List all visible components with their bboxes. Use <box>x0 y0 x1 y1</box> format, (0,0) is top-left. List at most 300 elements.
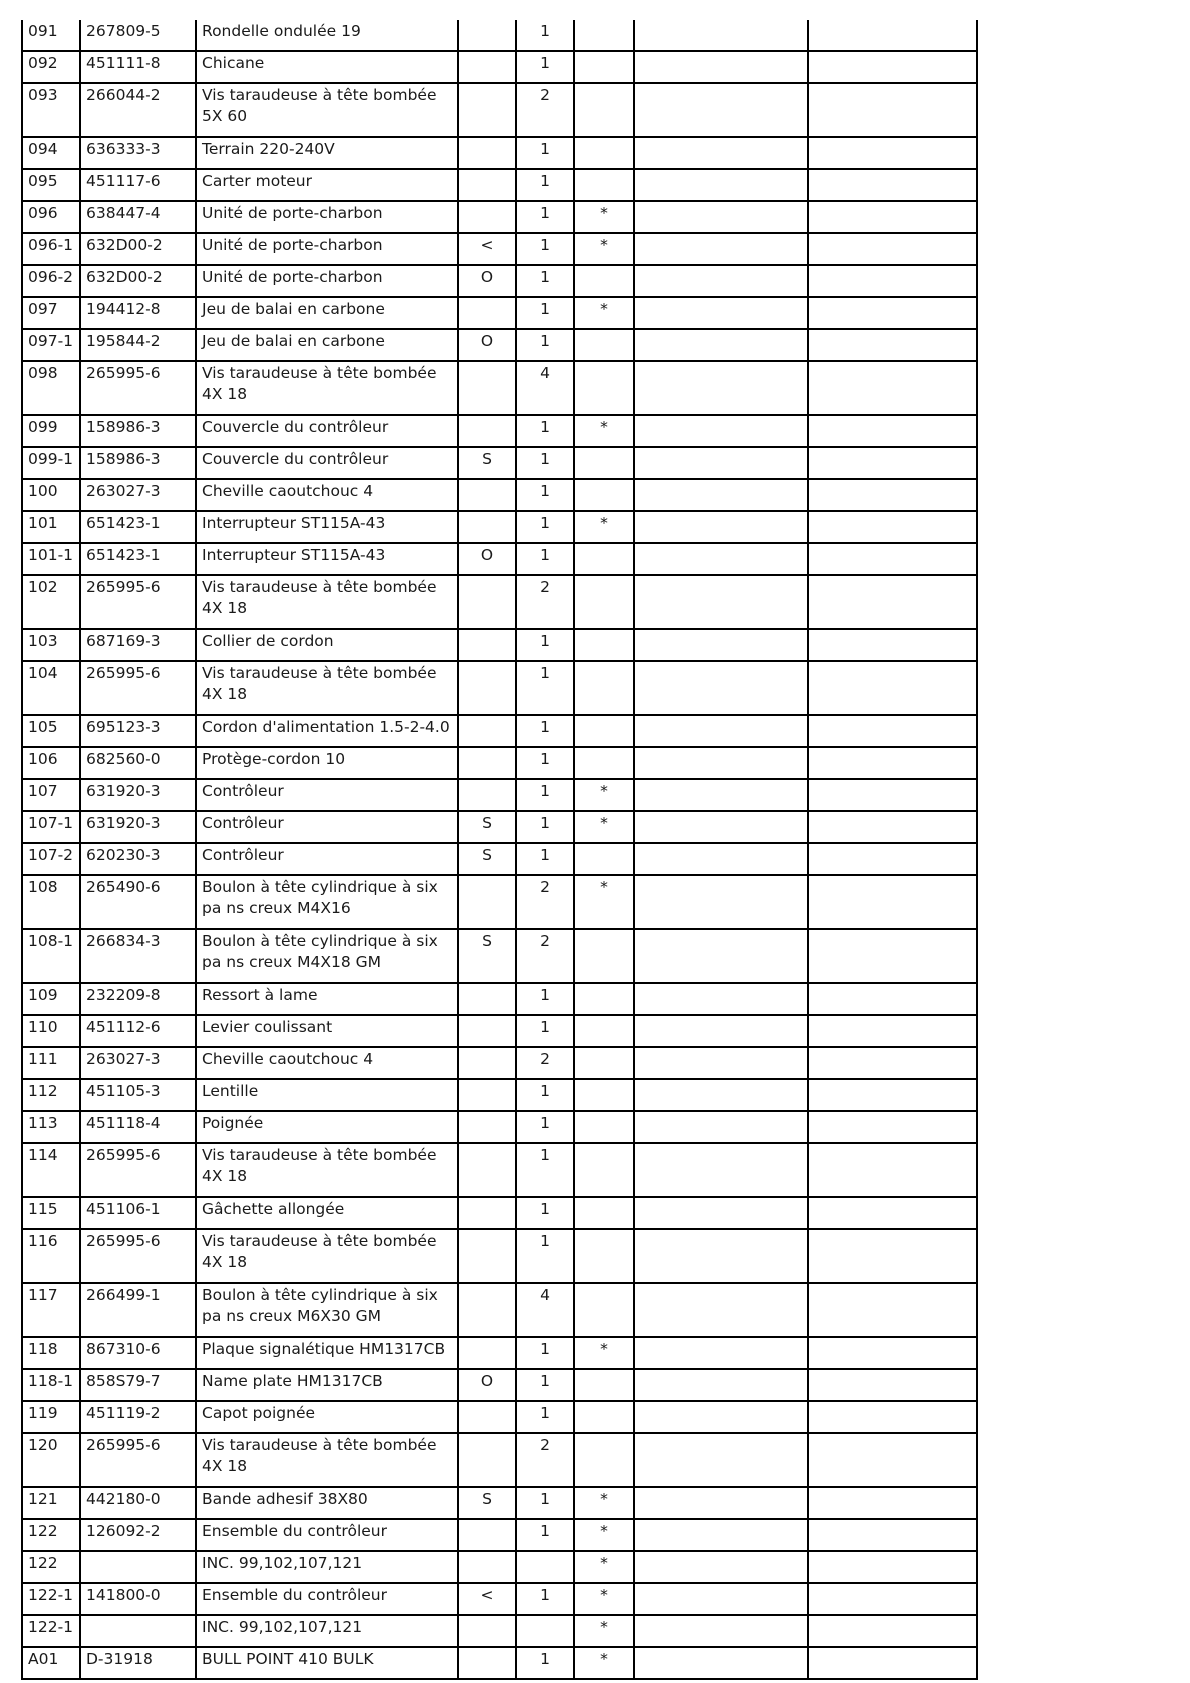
code-cell <box>458 83 516 137</box>
table-row <box>22 1583 977 1615</box>
quantity-cell: 2 <box>516 575 574 629</box>
table-row <box>22 629 977 661</box>
quantity-cell: 1 <box>516 661 574 715</box>
empty-cell <box>634 575 808 629</box>
table-row <box>22 983 977 1015</box>
part-number-cell: 636333-3 <box>80 137 196 169</box>
item-number-cell: 119 <box>22 1401 80 1433</box>
item-number-cell: 094 <box>22 137 80 169</box>
part-number-cell: 451117-6 <box>80 169 196 201</box>
item-number-cell: 112 <box>22 1079 80 1111</box>
item-number-cell: 095 <box>22 169 80 201</box>
empty-cell <box>808 201 977 233</box>
item-number-cell: 121 <box>22 1487 80 1519</box>
table-row <box>22 811 977 843</box>
code-cell <box>458 20 516 51</box>
item-number-cell: 107 <box>22 779 80 811</box>
description-cell: Cordon d'alimentation 1.5-2-4.0 <box>196 715 458 747</box>
description-cell: Bande adhesif 38X80 <box>196 1487 458 1519</box>
quantity-cell: 1 <box>516 233 574 265</box>
code-cell <box>458 297 516 329</box>
description-cell: BULL POINT 410 BULK <box>196 1647 458 1679</box>
quantity-cell: 1 <box>516 1337 574 1369</box>
empty-cell <box>634 1283 808 1337</box>
part-number-cell: 451111-8 <box>80 51 196 83</box>
note-cell: * <box>574 415 634 447</box>
empty-cell <box>634 1337 808 1369</box>
description-cell: Vis taraudeuse à tête bombée 4X 18 <box>196 361 458 415</box>
quantity-cell: 1 <box>516 1369 574 1401</box>
table-row <box>22 1283 977 1337</box>
note-cell <box>574 1369 634 1401</box>
table-row <box>22 479 977 511</box>
description-cell: Ensemble du contrôleur <box>196 1583 458 1615</box>
item-number-cell: 091 <box>22 20 80 51</box>
empty-cell <box>808 1433 977 1487</box>
item-number-cell: 101-1 <box>22 543 80 575</box>
description-cell: Plaque signalétique HM1317CB <box>196 1337 458 1369</box>
code-cell <box>458 1519 516 1551</box>
table-row <box>22 875 977 929</box>
description-cell: INC. 99,102,107,121 <box>196 1551 458 1583</box>
item-number-cell: 103 <box>22 629 80 661</box>
code-cell: S <box>458 811 516 843</box>
table-row <box>22 83 977 137</box>
note-cell <box>574 265 634 297</box>
description-cell: Vis taraudeuse à tête bombée 4X 18 <box>196 575 458 629</box>
empty-cell <box>808 415 977 447</box>
table-row <box>22 661 977 715</box>
note-cell <box>574 983 634 1015</box>
part-number-cell: 451105-3 <box>80 1079 196 1111</box>
note-cell <box>574 1229 634 1283</box>
table-row <box>22 137 977 169</box>
code-cell <box>458 1047 516 1079</box>
empty-cell <box>808 1015 977 1047</box>
note-cell <box>574 629 634 661</box>
empty-cell <box>634 1433 808 1487</box>
note-cell <box>574 1079 634 1111</box>
empty-cell <box>808 875 977 929</box>
empty-cell <box>808 511 977 543</box>
part-number-cell: 631920-3 <box>80 811 196 843</box>
note-cell <box>574 51 634 83</box>
description-cell: Contrôleur <box>196 811 458 843</box>
code-cell <box>458 361 516 415</box>
quantity-cell: 1 <box>516 137 574 169</box>
quantity-cell: 1 <box>516 747 574 779</box>
item-number-cell: 120 <box>22 1433 80 1487</box>
quantity-cell: 1 <box>516 1583 574 1615</box>
empty-cell <box>808 1229 977 1283</box>
code-cell <box>458 511 516 543</box>
part-number-cell: 451106-1 <box>80 1197 196 1229</box>
empty-cell <box>808 1401 977 1433</box>
description-cell: Boulon à tête cylindrique à six pa ns creux M6X30 GM <box>196 1283 458 1337</box>
empty-cell <box>634 1111 808 1143</box>
item-number-cell: 097-1 <box>22 329 80 361</box>
item-number-cell: 101 <box>22 511 80 543</box>
part-number-cell: 867310-6 <box>80 1337 196 1369</box>
note-cell <box>574 479 634 511</box>
empty-cell <box>808 543 977 575</box>
empty-cell <box>634 811 808 843</box>
quantity-cell: 1 <box>516 843 574 875</box>
empty-cell <box>634 20 808 51</box>
note-cell <box>574 1197 634 1229</box>
empty-cell <box>634 1197 808 1229</box>
table-row <box>22 843 977 875</box>
note-cell <box>574 1047 634 1079</box>
code-cell <box>458 1229 516 1283</box>
item-number-cell: 113 <box>22 1111 80 1143</box>
note-cell <box>574 20 634 51</box>
part-number-cell: 158986-3 <box>80 447 196 479</box>
empty-cell <box>634 715 808 747</box>
empty-cell <box>634 1583 808 1615</box>
empty-cell <box>808 1615 977 1647</box>
part-number-cell: 265995-6 <box>80 361 196 415</box>
item-number-cell: 092 <box>22 51 80 83</box>
table-row <box>22 1337 977 1369</box>
part-number-cell: 266499-1 <box>80 1283 196 1337</box>
table-row <box>22 265 977 297</box>
part-number-cell: 267809-5 <box>80 20 196 51</box>
quantity-cell: 1 <box>516 715 574 747</box>
table-row <box>22 447 977 479</box>
empty-cell <box>634 1143 808 1197</box>
empty-cell <box>634 361 808 415</box>
note-cell <box>574 543 634 575</box>
quantity-cell: 4 <box>516 361 574 415</box>
empty-cell <box>808 1111 977 1143</box>
description-cell: Interrupteur ST115A-43 <box>196 511 458 543</box>
note-cell <box>574 715 634 747</box>
table-row <box>22 1615 977 1647</box>
code-cell <box>458 1283 516 1337</box>
code-cell: O <box>458 265 516 297</box>
empty-cell <box>634 1615 808 1647</box>
empty-cell <box>634 1647 808 1679</box>
empty-cell <box>634 1047 808 1079</box>
empty-cell <box>634 83 808 137</box>
empty-cell <box>634 415 808 447</box>
empty-cell <box>808 1047 977 1079</box>
empty-cell <box>808 20 977 51</box>
part-number-cell: 265995-6 <box>80 575 196 629</box>
description-cell: Vis taraudeuse à tête bombée 4X 18 <box>196 1229 458 1283</box>
quantity-cell: 1 <box>516 1143 574 1197</box>
description-cell: Rondelle ondulée 19 <box>196 20 458 51</box>
table-row <box>22 169 977 201</box>
quantity-cell: 1 <box>516 543 574 575</box>
description-cell: Capot poignée <box>196 1401 458 1433</box>
code-cell <box>458 201 516 233</box>
empty-cell <box>808 233 977 265</box>
note-cell <box>574 447 634 479</box>
table-row <box>22 779 977 811</box>
table-row <box>22 1401 977 1433</box>
part-number-cell: 687169-3 <box>80 629 196 661</box>
quantity-cell: 2 <box>516 929 574 983</box>
table-row <box>22 1647 977 1679</box>
quantity-cell: 1 <box>516 20 574 51</box>
description-cell: Contrôleur <box>196 779 458 811</box>
table-row <box>22 575 977 629</box>
empty-cell <box>634 543 808 575</box>
quantity-cell: 1 <box>516 1111 574 1143</box>
empty-cell <box>808 1283 977 1337</box>
quantity-cell: 1 <box>516 811 574 843</box>
table-row <box>22 1079 977 1111</box>
part-number-cell: 265995-6 <box>80 1229 196 1283</box>
part-number-cell: 266044-2 <box>80 83 196 137</box>
part-number-cell: 651423-1 <box>80 511 196 543</box>
code-cell <box>458 51 516 83</box>
quantity-cell: 1 <box>516 511 574 543</box>
note-cell <box>574 1015 634 1047</box>
empty-cell <box>808 479 977 511</box>
item-number-cell: 105 <box>22 715 80 747</box>
code-cell <box>458 137 516 169</box>
empty-cell <box>808 1519 977 1551</box>
item-number-cell: 111 <box>22 1047 80 1079</box>
item-number-cell: 096 <box>22 201 80 233</box>
note-cell <box>574 929 634 983</box>
quantity-cell: 2 <box>516 1433 574 1487</box>
empty-cell <box>634 1369 808 1401</box>
code-cell: O <box>458 543 516 575</box>
note-cell <box>574 843 634 875</box>
item-number-cell: 122-1 <box>22 1615 80 1647</box>
description-cell: Vis taraudeuse à tête bombée 4X 18 <box>196 1143 458 1197</box>
quantity-cell: 2 <box>516 83 574 137</box>
empty-cell <box>808 629 977 661</box>
note-cell: * <box>574 1647 634 1679</box>
part-number-cell: 194412-8 <box>80 297 196 329</box>
item-number-cell: A01 <box>22 1647 80 1679</box>
empty-cell <box>634 329 808 361</box>
code-cell: < <box>458 1583 516 1615</box>
quantity-cell: 1 <box>516 779 574 811</box>
quantity-cell: 4 <box>516 1283 574 1337</box>
table-row <box>22 20 977 51</box>
table-row <box>22 929 977 983</box>
code-cell <box>458 715 516 747</box>
part-number-cell: 265490-6 <box>80 875 196 929</box>
empty-cell <box>634 297 808 329</box>
note-cell <box>574 1111 634 1143</box>
description-cell: Couvercle du contrôleur <box>196 447 458 479</box>
empty-cell <box>634 201 808 233</box>
code-cell <box>458 1615 516 1647</box>
table-row <box>22 1229 977 1283</box>
quantity-cell: 1 <box>516 329 574 361</box>
code-cell: O <box>458 329 516 361</box>
empty-cell <box>808 1369 977 1401</box>
empty-cell <box>634 983 808 1015</box>
description-cell: Unité de porte-charbon <box>196 201 458 233</box>
code-cell: S <box>458 447 516 479</box>
description-cell: Contrôleur <box>196 843 458 875</box>
part-number-cell: 263027-3 <box>80 1047 196 1079</box>
part-number-cell: 620230-3 <box>80 843 196 875</box>
empty-cell <box>808 329 977 361</box>
code-cell <box>458 575 516 629</box>
note-cell <box>574 137 634 169</box>
code-cell <box>458 1433 516 1487</box>
empty-cell <box>634 447 808 479</box>
code-cell <box>458 1647 516 1679</box>
note-cell: * <box>574 1337 634 1369</box>
empty-cell <box>808 1583 977 1615</box>
quantity-cell: 2 <box>516 1047 574 1079</box>
empty-cell <box>634 875 808 929</box>
part-number-cell: 451118-4 <box>80 1111 196 1143</box>
note-cell <box>574 1283 634 1337</box>
empty-cell <box>808 811 977 843</box>
item-number-cell: 099 <box>22 415 80 447</box>
note-cell: * <box>574 297 634 329</box>
empty-cell <box>808 779 977 811</box>
note-cell <box>574 329 634 361</box>
item-number-cell: 093 <box>22 83 80 137</box>
part-number-cell: 695123-3 <box>80 715 196 747</box>
note-cell <box>574 661 634 715</box>
code-cell: S <box>458 843 516 875</box>
empty-cell <box>634 169 808 201</box>
empty-cell <box>808 361 977 415</box>
empty-cell <box>808 447 977 479</box>
note-cell <box>574 361 634 415</box>
table-row <box>22 415 977 447</box>
empty-cell <box>634 1551 808 1583</box>
empty-cell <box>634 137 808 169</box>
item-number-cell: 122 <box>22 1551 80 1583</box>
item-number-cell: 100 <box>22 479 80 511</box>
empty-cell <box>808 1647 977 1679</box>
table-row <box>22 1519 977 1551</box>
note-cell: * <box>574 811 634 843</box>
item-number-cell: 109 <box>22 983 80 1015</box>
quantity-cell: 1 <box>516 447 574 479</box>
quantity-cell: 1 <box>516 1197 574 1229</box>
part-number-cell: 451119-2 <box>80 1401 196 1433</box>
quantity-cell: 1 <box>516 1229 574 1283</box>
code-cell <box>458 747 516 779</box>
table-row <box>22 1111 977 1143</box>
note-cell: * <box>574 201 634 233</box>
code-cell <box>458 875 516 929</box>
description-cell: Poignée <box>196 1111 458 1143</box>
table-row <box>22 1015 977 1047</box>
description-cell: Carter moteur <box>196 169 458 201</box>
quantity-cell: 1 <box>516 1519 574 1551</box>
quantity-cell: 1 <box>516 629 574 661</box>
part-number-cell: 651423-1 <box>80 543 196 575</box>
code-cell <box>458 1337 516 1369</box>
empty-cell <box>634 511 808 543</box>
code-cell <box>458 479 516 511</box>
part-number-cell <box>80 1615 196 1647</box>
code-cell: S <box>458 929 516 983</box>
description-cell: Vis taraudeuse à tête bombée 4X 18 <box>196 661 458 715</box>
empty-cell <box>808 1197 977 1229</box>
item-number-cell: 096-1 <box>22 233 80 265</box>
item-number-cell: 102 <box>22 575 80 629</box>
part-number-cell: 631920-3 <box>80 779 196 811</box>
empty-cell <box>808 169 977 201</box>
part-number-cell: 451112-6 <box>80 1015 196 1047</box>
note-cell: * <box>574 1487 634 1519</box>
empty-cell <box>808 661 977 715</box>
description-cell: Vis taraudeuse à tête bombée 5X 60 <box>196 83 458 137</box>
description-cell: Vis taraudeuse à tête bombée 4X 18 <box>196 1433 458 1487</box>
part-number-cell <box>80 1551 196 1583</box>
item-number-cell: 115 <box>22 1197 80 1229</box>
item-number-cell: 107-2 <box>22 843 80 875</box>
item-number-cell: 122-1 <box>22 1583 80 1615</box>
part-number-cell: 158986-3 <box>80 415 196 447</box>
note-cell: * <box>574 875 634 929</box>
table-row <box>22 1551 977 1583</box>
empty-cell <box>634 747 808 779</box>
empty-cell <box>808 575 977 629</box>
description-cell: Lentille <box>196 1079 458 1111</box>
table-row <box>22 511 977 543</box>
table-row <box>22 747 977 779</box>
code-cell <box>458 1401 516 1433</box>
empty-cell <box>808 747 977 779</box>
description-cell: Terrain 220-240V <box>196 137 458 169</box>
empty-cell <box>808 983 977 1015</box>
part-number-cell: 638447-4 <box>80 201 196 233</box>
empty-cell <box>808 929 977 983</box>
empty-cell <box>634 1519 808 1551</box>
table-row <box>22 1487 977 1519</box>
table-row <box>22 1433 977 1487</box>
item-number-cell: 110 <box>22 1015 80 1047</box>
table-row <box>22 715 977 747</box>
description-cell: INC. 99,102,107,121 <box>196 1615 458 1647</box>
part-number-cell: 858S79-7 <box>80 1369 196 1401</box>
item-number-cell: 106 <box>22 747 80 779</box>
quantity-cell: 1 <box>516 415 574 447</box>
part-number-cell: 265995-6 <box>80 661 196 715</box>
item-number-cell: 122 <box>22 1519 80 1551</box>
part-number-cell: 126092-2 <box>80 1519 196 1551</box>
description-cell: Name plate HM1317CB <box>196 1369 458 1401</box>
quantity-cell: 1 <box>516 169 574 201</box>
item-number-cell: 098 <box>22 361 80 415</box>
table-row <box>22 297 977 329</box>
note-cell <box>574 169 634 201</box>
quantity-cell: 1 <box>516 265 574 297</box>
note-cell: * <box>574 1615 634 1647</box>
part-number-cell: 232209-8 <box>80 983 196 1015</box>
note-cell <box>574 575 634 629</box>
empty-cell <box>808 137 977 169</box>
item-number-cell: 096-2 <box>22 265 80 297</box>
description-cell: Levier coulissant <box>196 1015 458 1047</box>
empty-cell <box>634 1079 808 1111</box>
empty-cell <box>808 297 977 329</box>
empty-cell <box>634 843 808 875</box>
item-number-cell: 117 <box>22 1283 80 1337</box>
table-row <box>22 1047 977 1079</box>
item-number-cell: 114 <box>22 1143 80 1197</box>
code-cell <box>458 1015 516 1047</box>
